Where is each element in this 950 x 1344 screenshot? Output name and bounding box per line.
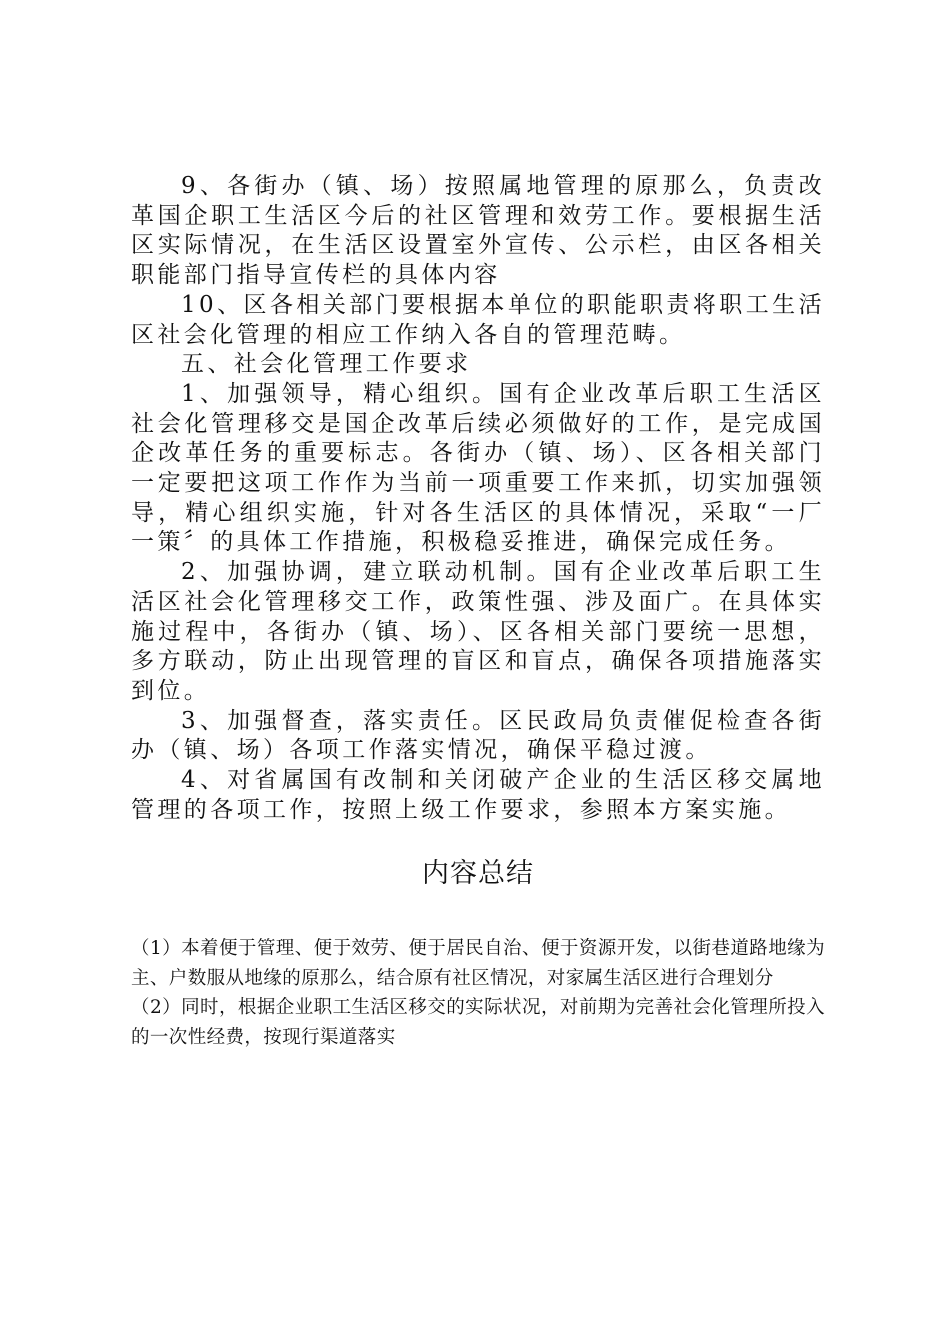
summary-item-2: （2）同时，根据企业职工生活区移交的实际状况，对前期为完善社会化管理所投入的一次性经费，按现行渠道落实 [131,997,825,1048]
paragraph-requirement-4: 4、对省属国有改制和关闭破产企业的生活区移交属地管理的各项工作，按照上级工作要求，参照本方案实施。 [131,767,825,823]
summary-item-1: （1）本着便于管理、便于效劳、便于居民自治、便于资源开发，以街巷道路地缘为主、户数服从地缘的原那么，结合原有社区情况，对家属生活区进行合理划分 [131,938,825,989]
summary-list [131,934,825,1052]
paragraph-requirement-3: 3、加强督查，落实责任。区民政局负责催促检查各街办（镇、场）各项工作落实情况，确保平稳过渡。 [131,707,825,764]
paragraph-item-9: 9、各街办（镇、场）按照属地管理的原那么，负责改革国企职工生活区今后的社区管理和效劳工作。要根据生活区实际情况，在生活区设置室外宣传、公示栏，由区各相关职能部门指导宣传栏的具体内容 [131,173,825,289]
paragraph-item-10: 10、区各相关部门要根据本单位的职能职责将职工生活区社会化管理的相应工作纳入各自的管理范畴。 [131,291,825,348]
section-heading: 五、社会化管理工作要求 [181,351,472,378]
summary-title: 内容总结 [422,858,534,889]
document-body [131,172,825,825]
document-page [131,172,825,1048]
paragraph-requirement-1: 1、加强领导，精心组织。国有企业改革后职工生活区社会化管理移交是国企改革后续必须做好的工作，是完成国企改革任务的重要标志。各街办（镇、场）、区各相关部门一定要把这项工作作为当前一项重要工作来抓，切实加强领导，精心组织实施，针对各生活区的具体情况，采取“一厂一策〞的具体工作措施，积极稳妥推进，确保完成任务。 [131,380,825,556]
paragraph-requirement-2: 2、加强协调，建立联动机制。国有企业改革后职工生活区社会化管理移交工作，政策性强、涉及面广。在具体实施过程中，各街办（镇、场）、区各相关部门要统一思想，多方联动，防止出现管理的盲区和盲点，确保各项措施落实到位。 [131,559,825,704]
